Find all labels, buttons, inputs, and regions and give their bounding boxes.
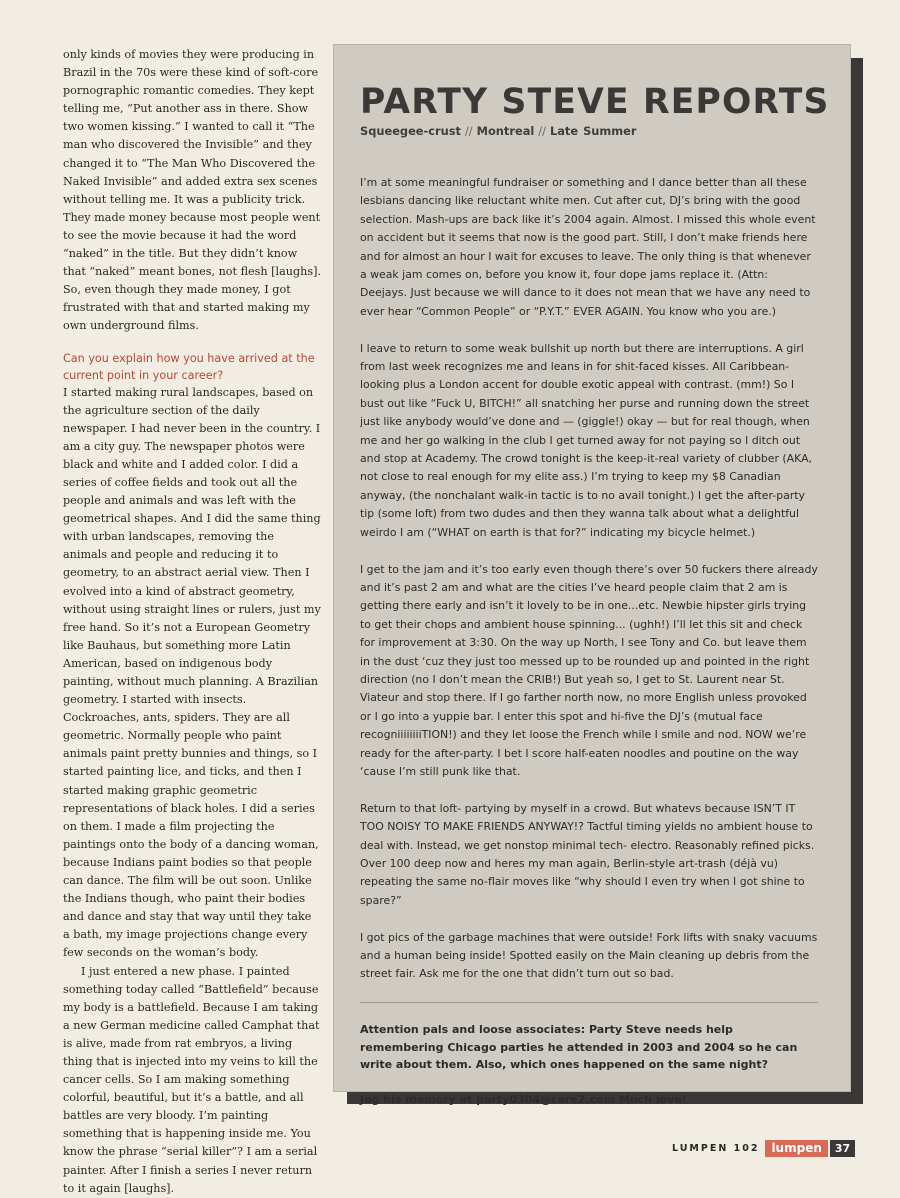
article-paragraph: I just entered a new phase. I painted something today called “Battlefield” because my body is a battlefield. Because I am taking a new German medicine called Camphat that is alive, made from rat embryos, a living thing that is injected into my veins to kill the cancer cells. So I am making something colorful, beautiful, but it’s a battle, and all battles are very bloody. I’m painting something that is happening inside me. You know the phrase “serial killer”? I am a serial painter. After I finish a series I never return to it again [laughs]. (63, 964, 320, 1195)
subtitle-separator: // (464, 124, 473, 138)
subtitle-topic: Squeegee-crust (360, 124, 461, 138)
article-paragraph: I started making rural landscapes, based on the agriculture section of the daily newspaper. I had never been in the country. I am a city guy. The newspaper photos were black and white and I added color. I did a series of coffee fields and took out all the people and animals and was left with the geometrical shapes. And I did the same thing with urban landscapes, removing the animals and people and reducing it to geometry, to an abstract aerial view. Then I evolved into a kind of abstract geometry, without using straight lines or rulers, just my free hand. So it’s not a European Geometry like Bauhaus, but something more Latin American, based on indigenous body painting, without much planning. A Brazilian geometry. I started with insects. Cockroaches, ants, spiders. They are all geometric. Normally people who paint animals paint pretty bunnies and things, so I started painting lice, and ticks, and then I started making graphic geometric representations of black holes. I did a series on them. I made a film projecting the paintings onto the body of a dancing woman, because Indians paint bodies so that people can dance. The film will be out soon. Unlike the Indians though, who paint their bodies and dance and stay that way until they take a bath, my image projections change every few seconds on the woman’s body. (63, 385, 321, 960)
callout (360, 1021, 818, 1108)
page-number: 37 (830, 1140, 855, 1157)
sidebar-body (360, 174, 818, 984)
sidebar-paragraph: I get to the jam and it’s too early even though there’s over 50 fuckers there already and it’s past 2 am and what are the cities I’ve heard people claim that 2 am is getting there early and isn’t it lovely to be in one...etc. Newbie hipster girls trying to get their chops and ambient house spinning... (ughh!) I’ll let this sit and check for improvement at 3:30. On the way up North, I see Tony and Co. but leave them in the dust ‘cuz they just too messed up to be rounded up and pointed in the right direction (no I don’t mean the CRIB!) But yeah so, I get to St. Laurent near St. Viateur and stop there. If I go farther north now, no more English unless provoked or I go into a yuppie bar. I enter this spot and hi-five the DJ’s (mutual face recogniiiiiiiiTION!) and they let loose the French while I smile and nod. NOW we’re ready for the after-party. I bet I score half-eaten noodles and poutine on the way ‘cause I’m still punk like that. (360, 562, 818, 778)
interview-question: Can you explain how you have arrived at the current point in your career? (63, 351, 315, 382)
sidebar-box (333, 44, 851, 1106)
sidebar-paragraph: I’m at some meaningful fundraiser or something and I dance better than all these lesbians dancing like reluctant white men. Cut after cut, DJ’s bring with the good selection. Mash-ups are back like it’s 2004 again. Almost. I missed this whole event on accident but it seems that now is the good part. Still, I don’t make friends here and for almost an hour I wait for excuses to leave. The only thing is that whenever a weak jam comes on, before you know it, four dope jams replace it. (Attn: Deejays. Just because we will dance to it does not mean that we have any need to ever hear “Common People” or “P.Y.T.” EVER AGAIN. You know who you are.) (360, 176, 816, 318)
sidebar-paragraph: I leave to return to some weak bullshit up north but there are interruptions. A girl from last week recognizes me and leans in for shit-faced kisses. All Caribbean-looking plus a London accent for double exotic appeal with contrast. (mm!) So I bust out like “Fuck U, BITCH!” all snatching her purse and running down the street just like anybody would’ve done and — (giggle!) okay — but for real though, when me and her go walking in the club I get turned away for not paying so I ditch out and stop at Academy. The crowd tonight is the keep-it-real variety of clubber (AKA, not close to real enough for my elite ass.) I’m trying to keep my $8 Canadian anyway, (the nonchalant walk-in tactic is to no avail tonight.) I get the after-party tip (some loft) from two dudes and then they wanna talk about what a delightful weirdo I am (“WHAT on earth is that for?” indicating my bicycle helmet.) (360, 341, 812, 539)
sidebar-paragraph: Return to that loft- partying by myself in a crowd. But whatevs because ISN’T IT TOO NOISY TO MAKE FRIENDS ANYWAY!? Tactful timing yields no ambient house to deal with. Instead, we get nonstop minimal tech- electro. Reasonably refined picks. Over 100 deep now and heres my man again, Berlin-style art-trash (déjà vu) repeating the same no-flair moves like “why should I even try when I got shine to spare?” (360, 801, 815, 907)
brand-logo: lumpen (765, 1140, 827, 1157)
magazine-issue: LUMPEN 102 (672, 1142, 760, 1154)
page-footer (672, 1139, 855, 1157)
subtitle-city: Montreal (476, 124, 535, 138)
subtitle-season: Late Summer (549, 124, 637, 138)
callout-paragraph: Attention pals and loose associates: Party Steve needs help remembering Chicago parties he attended in 2003 and 2004 so he can write about them. Also, which ones happened on the same night? (360, 1023, 798, 1072)
callout-contact: Jog his memory at party0304@care2.com Much love! (360, 1092, 687, 1106)
sidebar-title: PARTY STEVE REPORTS (360, 82, 830, 122)
left-column (63, 46, 321, 1198)
subtitle-separator: // (538, 124, 546, 138)
divider (360, 1002, 818, 1003)
sidebar-subtitle (360, 124, 818, 138)
sidebar-paragraph: I got pics of the garbage machines that were outside! Fork lifts with snaky vacuums and a human being inside! Spotted easily on the Main cleaning up debris from the street fair. Ask me for the one that didn’t turn out so bad. (360, 930, 818, 981)
article-paragraph: only kinds of movies they were producing in Brazil in the 70s were these kind of soft-core pornographic romantic comedies. They kept telling me, “Put another ass in there. Show two women kissing.” I wanted to call it “The man who discovered the Invisible” and they changed it to “The Man Who Discovered the Naked Invisible” and added extra sex scenes without telling me. It was a publicity trick. They made money because most people went to see the movie because it had the word “naked” in the title. But they didn’t know that “naked” meant bones, not flesh [laughs]. So, even though they made money, I got frustrated with that and started making my own underground films. (63, 48, 322, 333)
